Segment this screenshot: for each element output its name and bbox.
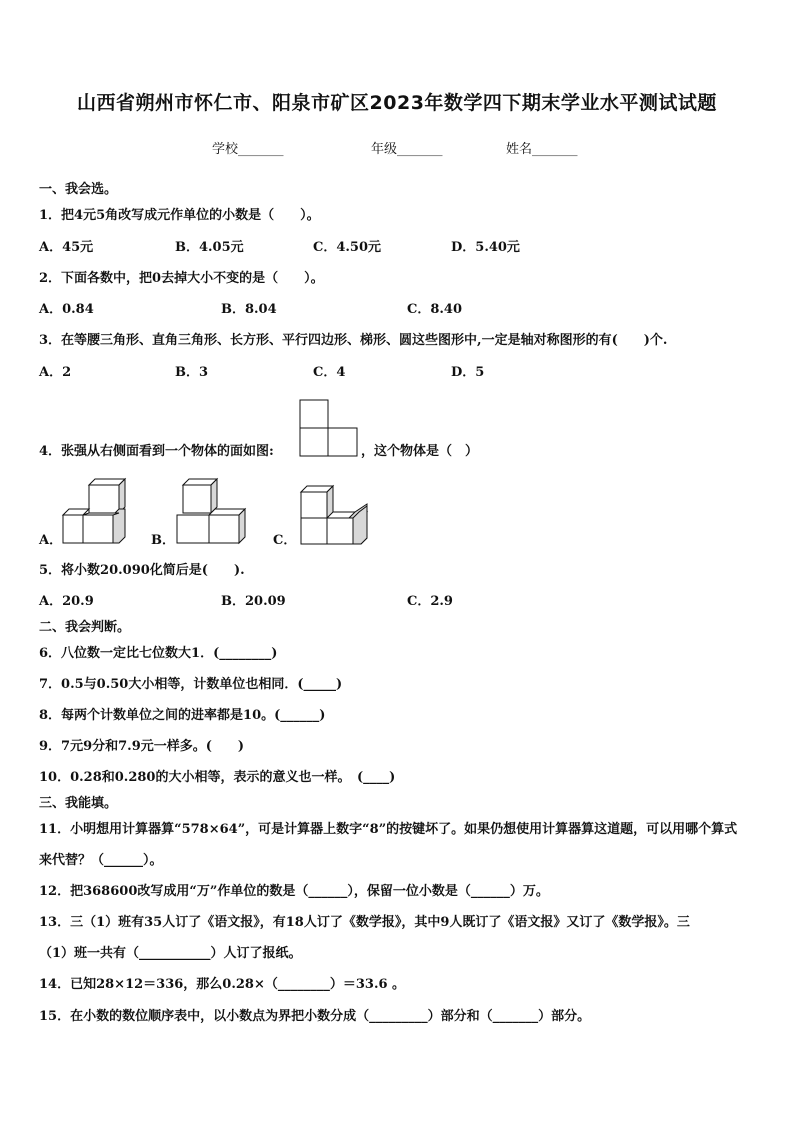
side-view-figure [299, 399, 359, 457]
question-13-line2: （1）班一共有（___________）人订了报纸。 [39, 946, 302, 961]
question-13-line1: 13．三（1）班有35人订了《语文报》，有18人订了《数学报》，其中9人既订了《语文报》又订了《数学报》。三 [39, 915, 690, 930]
question-2: 2．下面各数中，把0去掉大小不变的是（ ）。 [39, 271, 324, 286]
section-heading-2: 二、我会判断。 [39, 620, 131, 635]
q3-option-c: C．4 [313, 365, 346, 380]
question-14: 14．已知28×12＝336，那么0.28×（________）＝33.6 。 [39, 977, 406, 992]
question-5: 5．将小数20.090化简后是( ). [39, 563, 245, 578]
q4-option-c-label: C． [273, 533, 297, 548]
q5-option-b: B．20.09 [221, 594, 286, 609]
q4-option-a-label: A． [39, 533, 63, 548]
cube-figure-b [176, 477, 246, 545]
question-11-line1: 11．小明想用计算器算“578×64”，可是计算器上数字“8”的按键坏了。如果仍想使用计算器算这道题，可以用哪个算式 [39, 822, 738, 837]
question-4-before: 4．张强从右侧面看到一个物体的面如图: [39, 444, 274, 459]
question-3: 3．在等腰三角形、直角三角形、长方形、平行四边形、梯形、圆这些图形中,一定是轴对称图形的有( )个. [39, 333, 668, 348]
section-heading-3: 三、我能填。 [39, 796, 118, 811]
q5-option-c: C．2.9 [407, 594, 453, 609]
grade-field: 年级_______ [371, 142, 443, 157]
q5-option-a: A．20.9 [39, 594, 94, 609]
q2-option-c: C．8.40 [407, 302, 463, 317]
q4-option-b-label: B． [151, 533, 175, 548]
question-6: 6．八位数一定比七位数大1．(________) [39, 646, 278, 661]
question-1: 1．把4元5角改写成元作单位的小数是（ ）。 [39, 208, 320, 223]
q1-option-d: D．5.40元 [451, 240, 520, 255]
q2-option-a: A．0.84 [39, 302, 94, 317]
q3-option-d: D．5 [451, 365, 485, 380]
q2-option-b: B．8.04 [221, 302, 277, 317]
q3-option-b: B．3 [175, 365, 209, 380]
question-4-after: ，这个物体是（ ） [361, 444, 479, 459]
question-11-line2: 来代替？（______）。 [39, 853, 163, 868]
name-field: 姓名_______ [506, 142, 578, 157]
q3-option-a: A．2 [39, 365, 72, 380]
question-9: 9．7元9分和7.9元一样多。( ) [39, 739, 245, 754]
page-title: 山西省朔州市怀仁市、阳泉市矿区2023年数学四下期末学业水平测试试题 [77, 92, 717, 114]
school-field: 学校_______ [212, 142, 284, 157]
question-15: 15．在小数的数位顺序表中，以小数点为界把小数分成（_________）部分和（_______）部分。 [39, 1009, 591, 1024]
question-7: 7．0.5与0.50大小相等，计数单位也相同．(_____) [39, 677, 343, 692]
q1-option-c: C．4.50元 [313, 240, 382, 255]
q1-option-a: A．45元 [39, 240, 94, 255]
cube-figure-a [62, 477, 126, 545]
question-10: 10．0.28和0.280的大小相等，表示的意义也一样。 (____) [39, 770, 396, 785]
question-12: 12．把368600改写成用“万”作单位的数是（______），保留一位小数是（______）万。 [39, 884, 549, 899]
cube-figure-c [298, 484, 368, 546]
q1-option-b: B．4.05元 [175, 240, 244, 255]
question-8: 8．每两个计数单位之间的进率都是10。(______) [39, 708, 326, 723]
section-heading-1: 一、我会选。 [39, 182, 118, 197]
